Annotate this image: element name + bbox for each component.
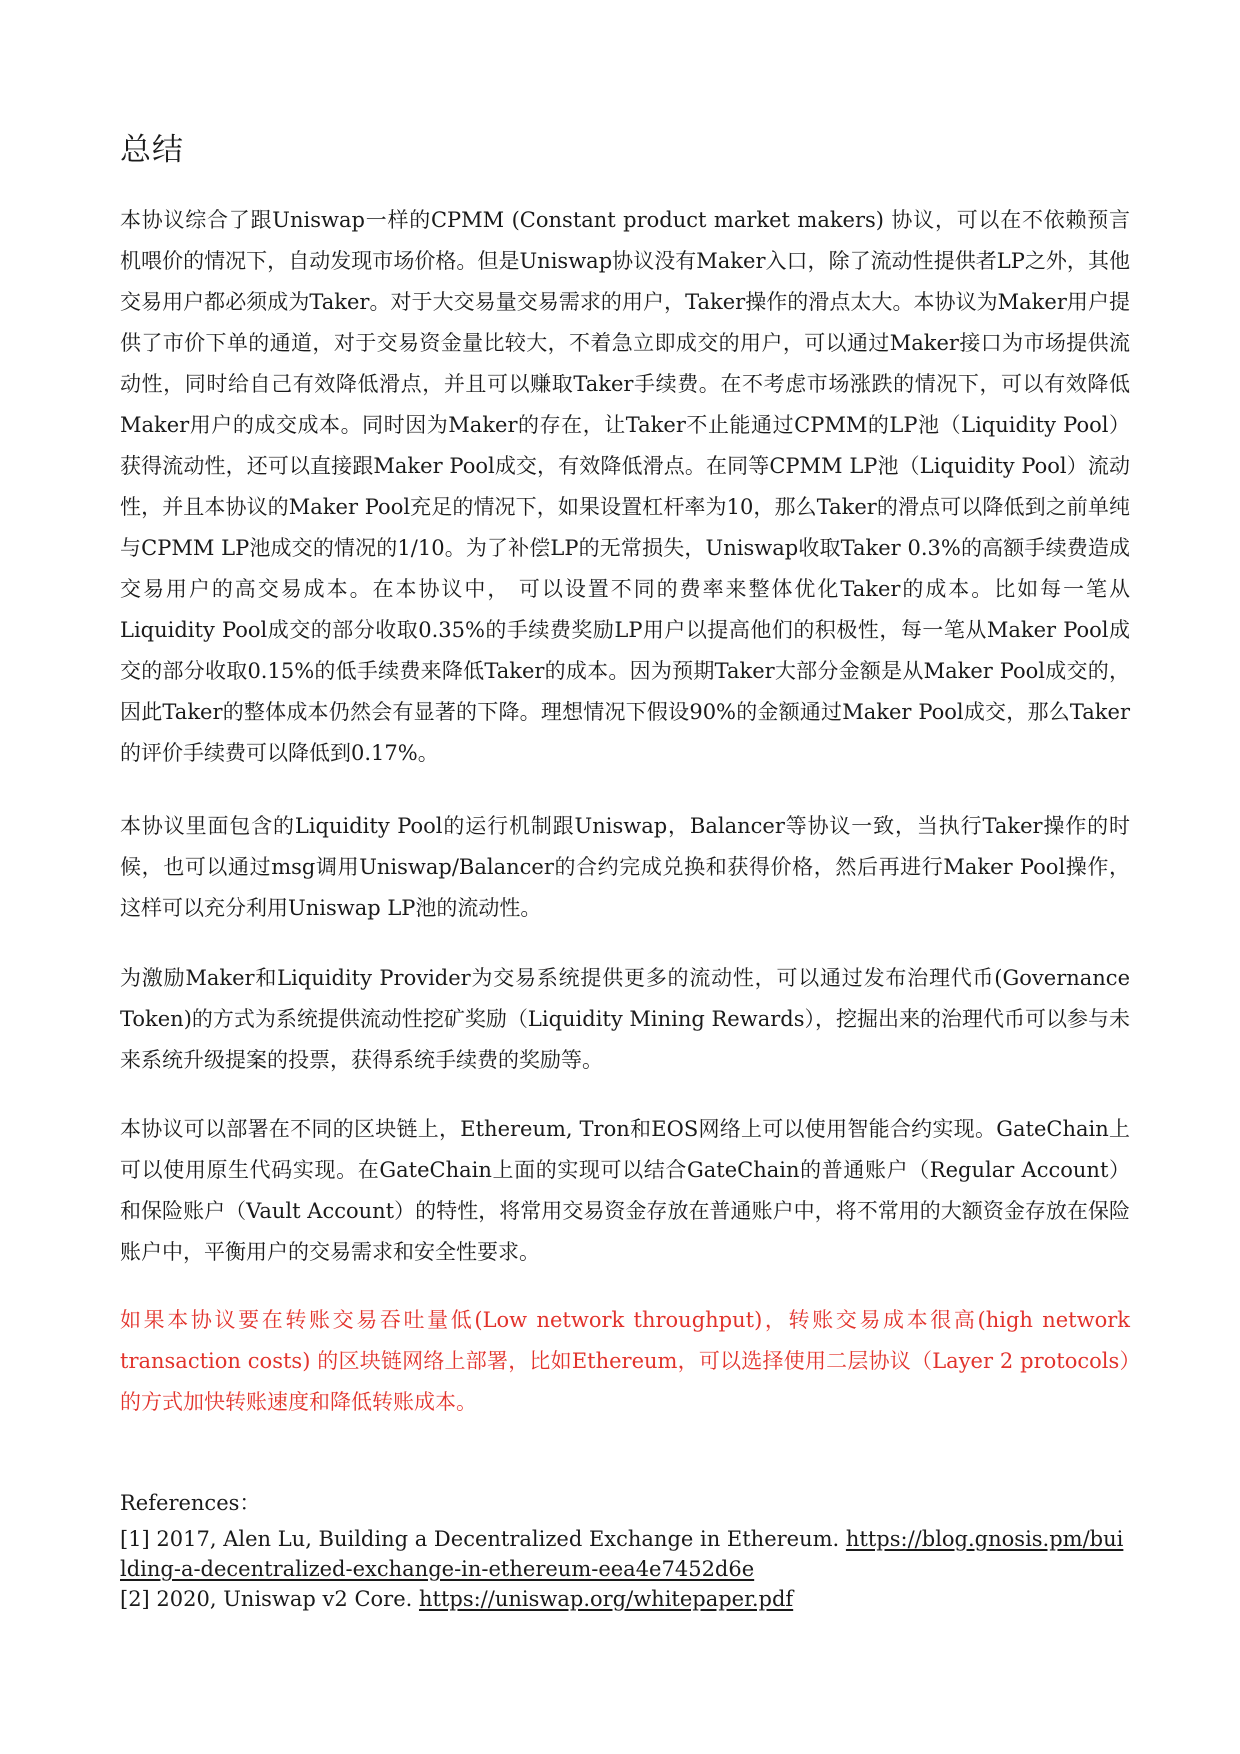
paragraph-deployment: 本协议可以部署在不同的区块链上，Ethereum, Tron和EOS网络上可以使用智能合约实现。GateChain上可以使用原生代码实现。在GateChain上面的实现可以结合GateChain的普通账户（Regular Account）和保险账户（Vault Account）的特性，将常用交易资金存放在普通账户中，将不常用的大额资金存放在保险账户中，平衡用户的交易需求和安全性要求。 xyxy=(120,1117,1130,1264)
reference-text: [1] 2017, Alen Lu, Building a Decentralized Exchange in Ethereum. xyxy=(120,1527,846,1551)
references-heading: References： xyxy=(120,1491,261,1515)
reference-link-2[interactable]: https://uniswap.org/whitepaper.pdf xyxy=(418,1587,794,1611)
reference-item-2 xyxy=(120,1584,1130,1614)
paragraph-summary: 本协议综合了跟Uniswap一样的CPMM (Constant product market makers) 协议，可以在不依赖预言机喂价的情况下，自动发现市场价格。但是Uniswap协议没有Maker入口，除了流动性提供者LP之外，其他交易用户都必须成为Taker。对于大交易量交易需求的用户，Taker操作的滑点太大。本协议为Maker用户提供了市价下单的通道，对于交易资金量比较大，不着急立即成交的用户，可以通过Maker接口为市场提供流动性，同时给自己有效降低滑点，并且可以赚取Taker手续费。在不考虑市场涨跌的情况下，可以有效降低Maker用户的成交成本。同时因为Maker的存在，让Taker不止能通过CPMM的LP池（Liquidity Pool）获得流动性，还可以直接跟Maker Pool成交，有效降低滑点。在同等CPMM LP池（Liquidity Pool）流动性，并且本协议的Maker Pool充足的情况下，如果设置杠杆率为10，那么Taker的滑点可以降低到之前单纯与CPMM LP池成交的情况的1/10。为了补偿LP的无常损失，Uniswap收取Taker 0.3%的高额手续费造成交易用户的高交易成本。在本协议中， 可以设置不同的费率来整体优化Taker的成本。比如每一笔从Liquidity Pool成交的部分收取0.35%的手续费奖励LP用户以提高他们的积极性，每一笔从Maker Pool成交的部分收取0.15%的低手续费来降低Taker的成本。因为预期Taker大部分金额是从Maker Pool成交的，因此Taker的整体成本仍然会有显著的下降。理想情况下假设90%的金额通过Maker Pool成交，那么Taker的评价手续费可以降低到0.17%。 xyxy=(120,208,1130,765)
reference-text: [2] 2020, Uniswap v2 Core. xyxy=(120,1587,419,1611)
paragraph-layer2-highlight: 如果本协议要在转账交易吞吐量低(Low network throughput)，转账交易成本很高(high network transaction costs) 的区块链网络上部署，比如Ethereum，可以选择使用二层协议（Layer 2 protocols）的方式加快转账速度和降低转账成本。 xyxy=(120,1308,1130,1414)
references-section xyxy=(120,1488,1130,1614)
paragraph-governance-token: 为激励Maker和Liquidity Provider为交易系统提供更多的流动性，可以通过发布治理代币(Governance Token)的方式为系统提供流动性挖矿奖励（Liquidity Mining Rewards），挖掘出来的治理代币可以参与未来系统升级提案的投票，获得系统手续费的奖励等。 xyxy=(120,966,1130,1072)
reference-link-1[interactable]: https://blog.gnosis.pm/building-a-decentralized-exchange-in-ethereum-eea4e7452d6e xyxy=(120,1527,1124,1581)
reference-item-1 xyxy=(120,1524,1130,1584)
section-title: 总结 xyxy=(120,132,184,168)
paragraph-liquidity-pool: 本协议里面包含的Liquidity Pool的运行机制跟Uniswap，Balancer等协议一致，当执行Taker操作的时候，也可以通过msg调用Uniswap/Balancer的合约完成兑换和获得价格，然后再进行Maker Pool操作，这样可以充分利用Uniswap LP池的流动性。 xyxy=(120,814,1130,920)
